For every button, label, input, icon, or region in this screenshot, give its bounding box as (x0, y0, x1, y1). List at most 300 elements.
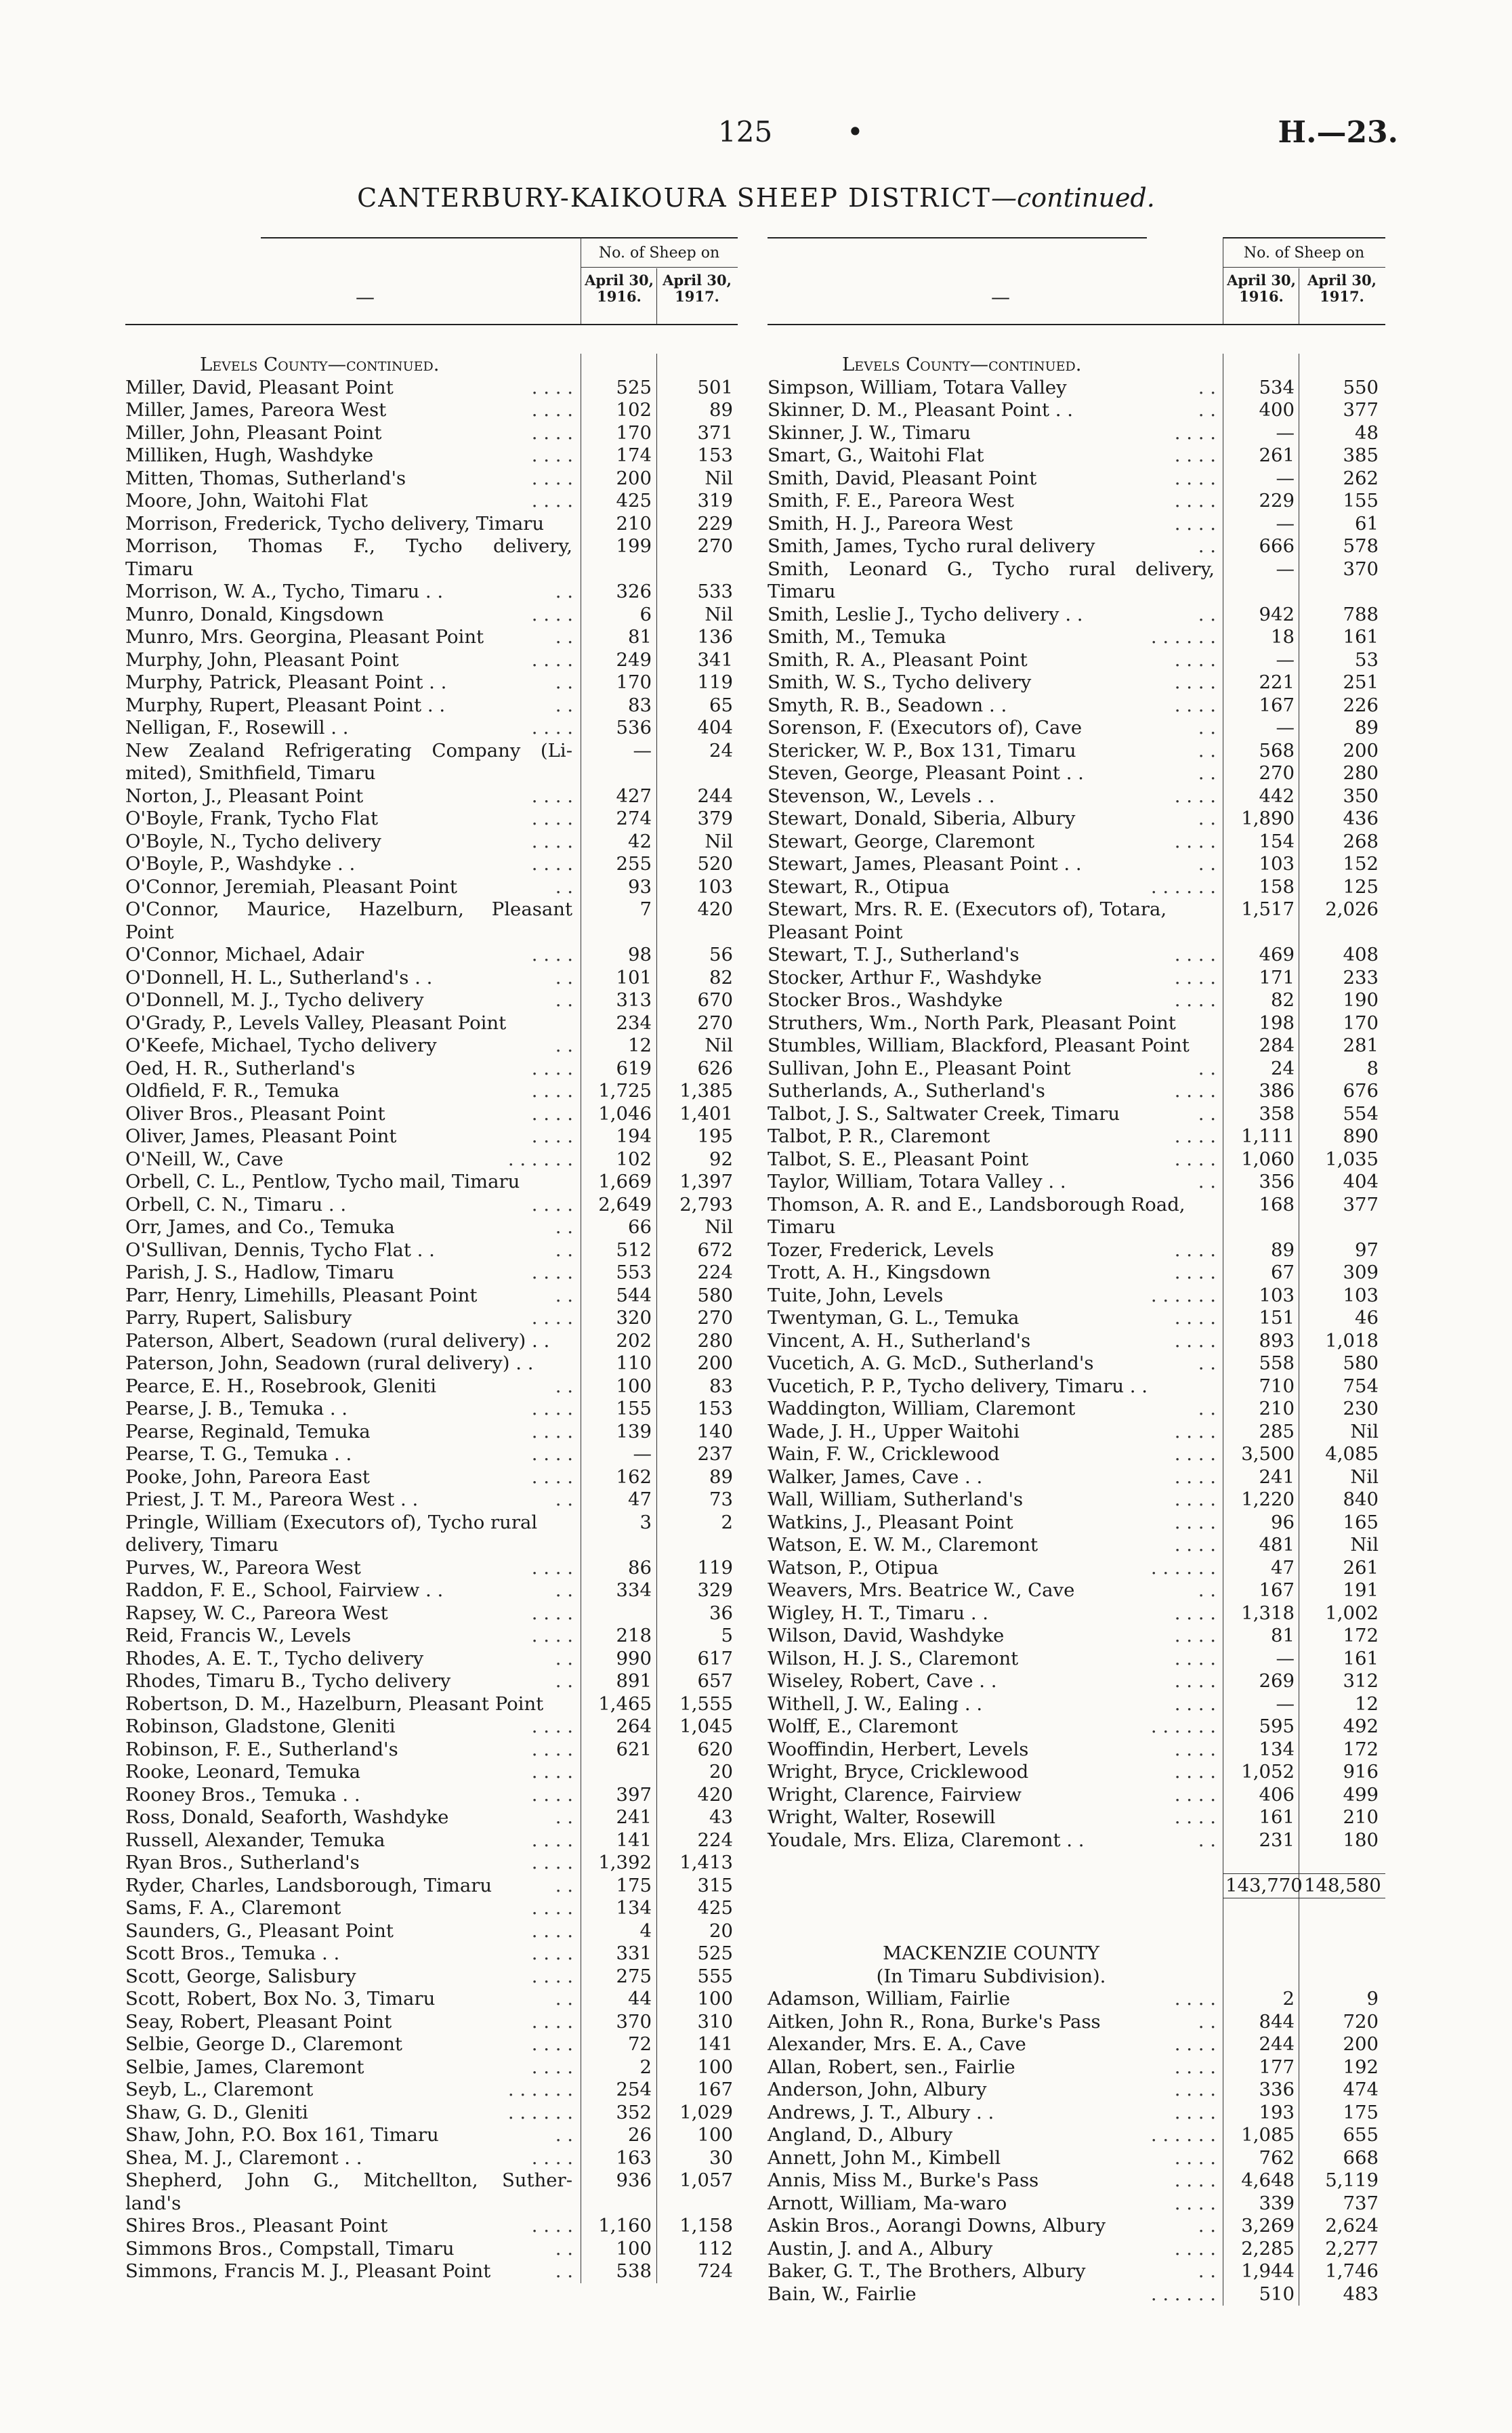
sheep-count-1916: 1,111 (1241, 1125, 1295, 1147)
dot-leader: . . (555, 581, 573, 602)
dot-leader: . . . . (1174, 467, 1216, 489)
sheep-count-1917: 167 (697, 2079, 733, 2100)
sheep-count-1916: 469 (1259, 944, 1295, 965)
sheep-count-1917: 1,002 (1325, 1602, 1379, 1624)
sheep-count-1916: 100 (616, 1375, 652, 1397)
sheep-count-1916: 331 (616, 1942, 652, 1964)
dot-leader: . . . . (1174, 1125, 1216, 1147)
sheep-count-1916: 139 (616, 1420, 652, 1442)
dot-leader: . . . . (531, 421, 573, 444)
sheep-count-1916: 202 (616, 1329, 652, 1352)
owner-name: Seyb, L., Claremont (125, 2079, 314, 2100)
sheep-count-1916: 89 (1271, 1239, 1295, 1261)
owner-name: Stevenson, W., Levels . . (768, 785, 995, 807)
sheep-count-1916: 2,285 (1241, 2237, 1295, 2260)
sheep-count-1917: 720 (1343, 2010, 1379, 2033)
owner-name: Trott, A. H., Kingsdown (768, 1262, 991, 1283)
owner-name: Smith, Leslie J., Tycho delivery . . (768, 603, 1083, 625)
owner-name: Pearse, Reginald, Temuka (125, 1420, 371, 1442)
sheep-count-1916: 534 (1259, 376, 1295, 398)
owner-name: Watkins, J., Pleasant Point (768, 1511, 1013, 1533)
page-title-continued: —continued. (990, 183, 1155, 213)
sheep-count-1917: 1,555 (679, 1692, 733, 1715)
sheep-count-1917: 788 (1343, 603, 1379, 625)
sheep-count-1916: 4,648 (1241, 2169, 1295, 2191)
sheep-count-1916: 101 (616, 966, 652, 989)
owner-name: O'Connor, Maurice, Hazelburn, Pleasant (125, 898, 572, 920)
owner-name: Seay, Robert, Pleasant Point (125, 2010, 392, 2033)
sheep-count-1916: 171 (1259, 966, 1295, 989)
owner-name: Weavers, Mrs. Beatrice W., Cave (768, 1579, 1075, 1601)
owner-name: O'Donnell, M. J., Tycho delivery (125, 989, 424, 1011)
dot-leader: . . . . . . (1150, 875, 1216, 898)
dot-leader: . . (1198, 2010, 1216, 2033)
dot-leader: . . . . (531, 2056, 573, 2078)
sheep-count-1916: 7 (639, 898, 652, 920)
sheep-count-1917: 89 (1355, 717, 1379, 739)
header-col-1917: April 30, 1917. (1307, 272, 1377, 305)
dot-leader: . . . . (531, 1556, 573, 1579)
sheep-count-1916: 177 (1259, 2056, 1295, 2078)
sheep-count-1917: 155 (1343, 490, 1379, 512)
owner-name: land's (125, 2192, 182, 2214)
owner-name: Stocker, Arthur F., Washdyke (768, 966, 1042, 989)
sheep-count-1916: 24 (1271, 1057, 1295, 1079)
page-number: 125 (718, 115, 773, 148)
dot-leader: . . (555, 1988, 573, 2010)
section-heading-text: (In Timaru Subdivision). (876, 1965, 1106, 1987)
sheep-count-1916: 525 (616, 376, 652, 398)
owner-name: Bain, W., Fairlie (768, 2283, 917, 2305)
dot-leader: . . . . (1174, 2101, 1216, 2123)
sheep-count-1917: 12 (1355, 1692, 1379, 1715)
owner-name: Stewart, T. J., Sutherland's (768, 944, 1020, 965)
dot-leader: . . . . . . (1150, 1715, 1216, 1737)
sheep-count-1916: 229 (1259, 490, 1295, 512)
sheep-count-1916: — (1276, 512, 1295, 535)
sheep-count-1917: 141 (697, 2033, 733, 2055)
dot-leader: . . . . (1174, 2033, 1216, 2055)
owner-name: Norton, J., Pleasant Point (125, 785, 364, 807)
owner-name: Sams, F. A., Claremont (125, 1897, 341, 1919)
owner-name: O'Keefe, Michael, Tycho delivery (125, 1035, 437, 1056)
sheep-count-1917: 578 (1343, 535, 1379, 557)
sheep-count-1917: 420 (697, 898, 733, 920)
sheep-count-1917: 83 (709, 1375, 733, 1397)
sheep-count-1917: 377 (1343, 1193, 1379, 1215)
owner-name: Ryan Bros., Sutherland's (125, 1852, 360, 1873)
sheep-count-1916: 427 (616, 785, 652, 807)
sheep-count-1916: 47 (628, 1489, 652, 1510)
sheep-count-1917: 2,624 (1325, 2215, 1379, 2237)
owner-name: Ross, Donald, Seaforth, Washdyke (125, 1806, 449, 1828)
dot-leader: . . . . (1174, 2079, 1216, 2100)
owner-name: Point (125, 921, 174, 943)
owner-name: Miller, David, Pleasant Point (125, 376, 394, 398)
owner-name: Angland, D., Albury (768, 2124, 953, 2146)
dot-leader: . . . . (531, 648, 573, 671)
owner-name: Thomson, A. R. and E., Landsborough Road, (768, 1193, 1185, 1215)
owner-name: Anderson, John, Albury (768, 2079, 987, 2100)
dot-leader: . . (555, 1806, 573, 1828)
dot-leader: . . . . (1174, 1148, 1216, 1170)
owner-name: Twentyman, G. L., Temuka (768, 1307, 1020, 1329)
dot-leader: . . (1198, 853, 1216, 875)
sheep-count-1917: 1,158 (679, 2215, 733, 2237)
owner-name: Wilson, David, Washdyke (768, 1625, 1005, 1646)
owner-name: Nelligan, F., Rosewill . . (125, 717, 349, 739)
dot-leader: . . . . (531, 1897, 573, 1919)
owner-name: Baker, G. T., The Brothers, Albury (768, 2260, 1086, 2282)
owner-name: O'Grady, P., Levels Valley, Pleasant Point (125, 1012, 507, 1034)
sheep-count-1917: 270 (697, 1307, 733, 1329)
dot-leader: . . (1198, 739, 1216, 762)
dot-leader: . . . . (1174, 989, 1216, 1011)
dot-leader: . . . . (531, 1262, 573, 1283)
owner-name: Sorenson, F. (Executors of), Cave (768, 717, 1083, 739)
owner-name: O'Sullivan, Dennis, Tycho Flat . . (125, 1239, 435, 1261)
owner-name: Rhodes, A. E. T., Tycho delivery (125, 1647, 424, 1669)
sheep-count-1917: 350 (1343, 785, 1379, 807)
dot-leader: . . . . (1174, 1783, 1216, 1806)
sheep-count-1917: 4,085 (1325, 1443, 1379, 1465)
sheep-count-1917: 180 (1343, 1829, 1379, 1851)
sheep-count-1917: 890 (1343, 1125, 1379, 1147)
sheep-count-1917: 580 (1343, 1352, 1379, 1374)
sheep-count-1917: 8 (1366, 1057, 1379, 1079)
sheep-count-1916: 154 (1259, 830, 1295, 852)
dot-leader: . . (555, 1035, 573, 1056)
dot-leader: . . . . (1174, 1647, 1216, 1669)
dot-leader: . . . . (531, 1080, 573, 1102)
owner-name: Pleasant Point (768, 921, 903, 943)
dot-leader: . . . . (1174, 444, 1216, 466)
sheep-count-1916: 1,060 (1241, 1148, 1295, 1170)
dot-leader: . . (1198, 1057, 1216, 1079)
sheep-count-1917: 2 (721, 1511, 733, 1533)
owner-name: Smith, David, Pleasant Point (768, 467, 1037, 489)
owner-name: Withell, J. W., Ealing . . (768, 1692, 983, 1715)
owner-name: O'Connor, Michael, Adair (125, 944, 364, 965)
sheep-count-1917: 315 (697, 1874, 733, 1896)
owner-name: Pearse, J. B., Temuka . . (125, 1398, 348, 1419)
sheep-count-1917: 119 (697, 1556, 733, 1579)
dot-leader: . . . . (531, 1965, 573, 1987)
dot-leader: . . . . (531, 785, 573, 807)
dot-leader: . . . . (531, 1057, 573, 1079)
sheep-count-1917: 280 (1343, 762, 1379, 784)
owner-name: Timaru (125, 558, 194, 580)
sheep-count-1916: 244 (1259, 2033, 1295, 2055)
sheep-count-1916: — (1276, 558, 1295, 580)
owner-name: O'Boyle, N., Tycho delivery (125, 830, 381, 852)
dot-leader: . . . . (1174, 1080, 1216, 1102)
sheep-count-1917: 310 (697, 2010, 733, 2033)
sheep-count-1917: 153 (697, 444, 733, 466)
owner-name: O'Neill, W., Cave (125, 1148, 284, 1170)
dot-leader: . . . . (531, 1625, 573, 1646)
sheep-count-1916: 544 (616, 1284, 652, 1306)
sheep-count-1917: 916 (1343, 1761, 1379, 1783)
sheep-count-1917: Nil (705, 1035, 733, 1056)
sheep-count-1916: 1,052 (1241, 1761, 1295, 1783)
dot-leader: . . . . (1174, 1534, 1216, 1556)
owner-name: Murphy, John, Pleasant Point (125, 648, 399, 671)
sheep-count-1916: 320 (616, 1307, 652, 1329)
owner-name: Smith, James, Tycho rural delivery (768, 535, 1095, 557)
sheep-count-1916: 255 (616, 853, 652, 875)
dot-leader: . . . . (531, 1398, 573, 1419)
owner-name: Paterson, John, Seadown (rural delivery) . . (125, 1352, 534, 1374)
sheep-count-1916: — (633, 1443, 652, 1465)
sheep-count-1916: 44 (628, 1988, 652, 2010)
page-code: H.—23. (1278, 115, 1398, 150)
sheep-count-1917: 152 (1343, 853, 1379, 875)
sheep-count-1916: 400 (1259, 399, 1295, 421)
sheep-count-1916: 370 (616, 2010, 652, 2033)
dot-leader: . . (555, 1874, 573, 1896)
sheep-count-1916: 386 (1259, 1080, 1295, 1102)
sheep-count-1916: 264 (616, 1715, 652, 1737)
sheep-count-1917: 1,413 (679, 1852, 733, 1873)
sheep-count-1916: 2,649 (598, 1193, 652, 1215)
sheep-count-1917: 672 (697, 1239, 733, 1261)
owner-name: Aitken, John R., Rona, Burke's Pass (768, 2010, 1101, 2033)
owner-name: Stewart, Donald, Siberia, Albury (768, 808, 1076, 829)
owner-name: Ryder, Charles, Landsborough, Timaru (125, 1874, 492, 1896)
owner-name: O'Boyle, P., Washdyke . . (125, 853, 356, 875)
owner-name: Skinner, D. M., Pleasant Point . . (768, 399, 1073, 421)
sheep-count-1916: 254 (616, 2079, 652, 2100)
sheep-count-1916: 621 (616, 1738, 652, 1760)
owner-name: Stewart, Mrs. R. E. (Executors of), Totara, (768, 898, 1167, 920)
owner-name: Morrison, Frederick, Tycho delivery, Timaru (125, 512, 545, 535)
dot-leader: . . . . (1174, 1738, 1216, 1760)
sheep-count-1917: 1,746 (1325, 2260, 1379, 2282)
dot-leader: . . (1198, 1579, 1216, 1601)
owner-name: Waddington, William, Claremont (768, 1398, 1076, 1419)
owner-name: Vincent, A. H., Sutherland's (768, 1329, 1031, 1352)
sheep-count-1916: 103 (1259, 1284, 1295, 1306)
sheep-count-1917: 626 (697, 1057, 733, 1079)
sheep-count-1917: 554 (1343, 1102, 1379, 1125)
owner-name: Skinner, J. W., Timaru (768, 421, 971, 444)
sheep-count-1917: 2,793 (679, 1193, 733, 1215)
sheep-count-1917: 840 (1343, 1489, 1379, 1510)
owner-name: Wilson, H. J. S., Claremont (768, 1647, 1019, 1669)
dot-leader: . . . . (531, 2215, 573, 2237)
sheep-count-1916: 194 (616, 1125, 652, 1147)
dot-leader: . . . . (531, 2033, 573, 2055)
sheep-count-1917: 420 (697, 1783, 733, 1806)
sheep-count-1916: 285 (1259, 1420, 1295, 1442)
sheep-count-1917: 404 (697, 717, 733, 739)
sheep-count-1917: 620 (697, 1738, 733, 1760)
sheep-count-1916: 442 (1259, 785, 1295, 807)
dot-leader: . . (1198, 1398, 1216, 1419)
sheep-count-1917: 233 (1343, 966, 1379, 989)
sheep-count-1917: 2,277 (1325, 2237, 1379, 2260)
owner-name: Murphy, Rupert, Pleasant Point . . (125, 694, 446, 716)
sheep-count-1917: 73 (709, 1489, 733, 1510)
sheep-count-1917: 580 (697, 1284, 733, 1306)
owner-name: Smith, W. S., Tycho delivery (768, 671, 1032, 693)
owner-name: Adamson, William, Fairlie (768, 1988, 1011, 2010)
sheep-count-1916: 241 (616, 1806, 652, 1828)
sheep-count-1916: 1,318 (1241, 1602, 1295, 1624)
sheep-count-1916: 193 (1259, 2101, 1295, 2123)
sheep-count-1917: 261 (1343, 1556, 1379, 1579)
owner-name: Smith, H. J., Pareora West (768, 512, 1013, 535)
dot-leader: . . . . . . (1150, 2283, 1216, 2305)
sheep-count-1916: 762 (1259, 2146, 1295, 2169)
sheep-count-1916: 110 (616, 1352, 652, 1374)
sheep-count-1916: 200 (616, 467, 652, 489)
sheep-count-1916: — (1276, 1692, 1295, 1715)
dot-leader: . . . . (1174, 1511, 1216, 1533)
sheep-count-1917: 550 (1343, 376, 1379, 398)
sheep-count-1917: 119 (697, 671, 733, 693)
sheep-count-1916: 270 (1259, 762, 1295, 784)
sheep-count-1917: Nil (1350, 1420, 1379, 1442)
sheep-count-1917: 224 (697, 1262, 733, 1283)
dot-leader: . . (1198, 1352, 1216, 1374)
dot-leader: . . . . . . (507, 1148, 573, 1170)
dot-leader: . . . . (531, 1443, 573, 1465)
dot-leader: . . . . (531, 1738, 573, 1760)
sheep-count-1916: 261 (1259, 444, 1295, 466)
owner-name: Vucetich, A. G. McD., Sutherland's (768, 1352, 1094, 1374)
owner-name: Wright, Walter, Rosewill (768, 1806, 996, 1828)
sheep-count-1916: 234 (616, 1012, 652, 1034)
sheep-count-1917: 676 (1343, 1080, 1379, 1102)
owner-name: Morrison, W. A., Tycho, Timaru . . (125, 581, 444, 602)
sheep-count-1916: 510 (1259, 2283, 1295, 2305)
sheep-count-1916: 536 (616, 717, 652, 739)
dot-leader: . . . . (531, 1715, 573, 1737)
dot-leader: . . . . (1174, 648, 1216, 671)
dot-leader: . . . . (531, 376, 573, 398)
sheep-count-1917: 172 (1343, 1625, 1379, 1646)
sheep-count-1916: 231 (1259, 1829, 1295, 1851)
owner-name: Austin, J. and A., Albury (768, 2237, 993, 2260)
sheep-count-1917: 43 (709, 1806, 733, 1828)
owner-name: Wade, J. H., Upper Waitohi (768, 1420, 1020, 1442)
dot-leader: . . . . . . (507, 2079, 573, 2100)
owner-name: Simpson, William, Totara Valley (768, 376, 1067, 398)
sheep-count-1916: 1,085 (1241, 2124, 1295, 2146)
owner-name: Youdale, Mrs. Eliza, Claremont . . (768, 1829, 1085, 1851)
dot-leader: . . . . . . (1150, 626, 1216, 648)
sheep-count-1917: 92 (709, 1148, 733, 1170)
sheep-count-1916: 82 (1271, 989, 1295, 1011)
sheep-count-1916: 666 (1259, 535, 1295, 557)
sheep-count-1917: 97 (1355, 1239, 1379, 1261)
sheep-count-1916: 274 (616, 808, 652, 829)
header-dash: — (356, 286, 375, 308)
dot-leader: . . . . (531, 944, 573, 965)
owner-name: Robinson, F. E., Sutherland's (125, 1738, 398, 1760)
header-group-label: No. of Sheep on (1243, 245, 1365, 262)
owner-name: Pooke, John, Pareora East (125, 1465, 370, 1488)
sheep-count-1916: 12 (628, 1035, 652, 1056)
sheep-count-1916: 2 (1282, 1988, 1295, 2010)
owner-name: Walker, James, Cave . . (768, 1465, 983, 1488)
sheep-count-1917: 754 (1343, 1375, 1379, 1397)
owner-name: Rooney Bros., Temuka . . (125, 1783, 360, 1806)
dot-leader: . . (555, 694, 573, 716)
sheep-count-1917: 1,029 (679, 2101, 733, 2123)
sheep-count-1917: 20 (709, 1919, 733, 1942)
sheep-count-1916: 1,465 (598, 1692, 652, 1715)
sheep-count-1916: 568 (1259, 739, 1295, 762)
sheep-count-1917: 270 (697, 535, 733, 557)
sheep-count-1917: 36 (709, 1602, 733, 1624)
owner-name: Parry, Rupert, Salisbury (125, 1307, 352, 1329)
sheep-count-1916: 163 (616, 2146, 652, 2169)
dot-leader: . . . . (531, 853, 573, 875)
header-col-1917: April 30, 1917. (663, 272, 732, 305)
section-heading-text: Levels County—continued. (200, 354, 440, 375)
owner-name: Moore, John, Waitohi Flat (125, 490, 368, 512)
sheep-count-1917: 385 (1343, 444, 1379, 466)
owner-name: Talbot, S. E., Pleasant Point (768, 1148, 1029, 1170)
owner-name: Milliken, Hugh, Washdyke (125, 444, 374, 466)
dot-leader: . . . . (1174, 1443, 1216, 1465)
dot-leader: . . . . (531, 1420, 573, 1442)
sheep-count-1916: 162 (616, 1465, 652, 1488)
sheep-count-1916: 1,890 (1241, 808, 1295, 829)
dot-leader: . . . . (531, 1602, 573, 1624)
dot-leader: . . . . (1174, 694, 1216, 716)
sheep-count-1916: 155 (616, 1398, 652, 1419)
owner-name: Shires Bros., Pleasant Point (125, 2215, 388, 2237)
owner-name: Selbie, George D., Claremont (125, 2033, 402, 2055)
dot-leader: . . . . (1174, 2237, 1216, 2260)
sheep-count-1916: 199 (616, 535, 652, 557)
sheep-count-1917: 408 (1343, 944, 1379, 965)
dot-leader: . . . . (1174, 2146, 1216, 2169)
sheep-count-1917: 525 (697, 1942, 733, 1964)
sheep-count-1916: 168 (1259, 1193, 1295, 1215)
owner-name: Timaru (768, 1216, 836, 1238)
dot-leader: . . (1198, 2215, 1216, 2237)
dot-leader: . . . . (531, 2010, 573, 2033)
column-rule (656, 354, 657, 2283)
sheep-count-1917: 492 (1343, 1715, 1379, 1737)
dot-leader: . . (555, 1284, 573, 1306)
owner-name: Shaw, G. D., Gleniti (125, 2101, 308, 2123)
dot-leader: . . . . . . (1150, 2124, 1216, 2146)
sheep-count-1916: 210 (616, 512, 652, 535)
sheep-count-1916: 990 (616, 1647, 652, 1669)
sheep-count-1916: 2 (639, 2056, 652, 2078)
sheep-count-1916: 47 (1271, 1556, 1295, 1579)
sheep-count-1916: 710 (1259, 1375, 1295, 1397)
sheep-count-1917: 61 (1355, 512, 1379, 535)
owner-name: Tozer, Frederick, Levels (768, 1239, 994, 1261)
sheep-count-1917: 136 (697, 626, 733, 648)
sheep-count-1916: 167 (1259, 694, 1295, 716)
sheep-count-1917: 533 (697, 581, 733, 602)
owner-name: Wiseley, Robert, Cave . . (768, 1670, 997, 1692)
sheep-count-1917: 281 (1343, 1035, 1379, 1056)
sheep-count-1916: 1,517 (1241, 898, 1295, 920)
sheep-count-1917: 655 (1343, 2124, 1379, 2146)
sheep-count-1917: 195 (697, 1125, 733, 1147)
dot-leader: . . (1198, 1102, 1216, 1125)
sheep-count-1917: 268 (1343, 830, 1379, 852)
